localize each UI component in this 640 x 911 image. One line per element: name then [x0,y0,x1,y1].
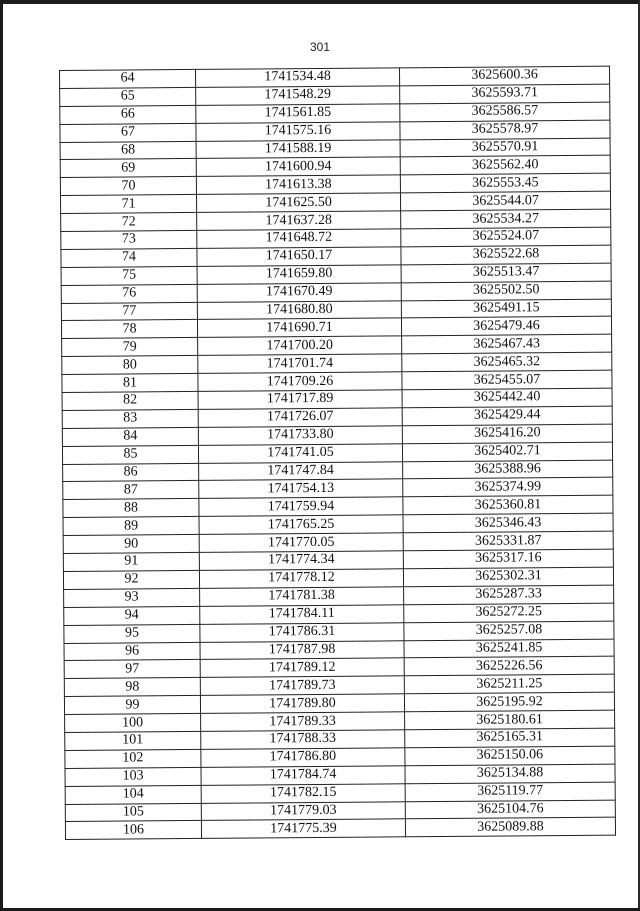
point-number-cell: 89 [63,517,199,536]
page-number: 301 [309,40,331,54]
point-number-cell: 100 [65,713,201,732]
coordinates-table-body [60,66,616,840]
x-coordinate-cell: 1741759.94 [199,497,403,516]
point-number-cell: 97 [64,660,200,679]
point-number-cell: 86 [63,463,199,482]
x-coordinate-cell: 1741788.33 [201,730,405,749]
y-coordinate-cell: 3625119.77 [405,782,615,802]
y-coordinate-cell: 3625578.97 [400,120,610,140]
x-coordinate-cell: 1741548.29 [196,86,400,105]
point-number-cell: 68 [60,141,196,160]
point-number-cell: 103 [65,767,201,786]
y-coordinate-cell: 3625388.96 [403,460,613,480]
y-coordinate-cell: 3625195.92 [404,692,614,712]
x-coordinate-cell: 1741770.05 [199,533,403,552]
x-coordinate-cell: 1741588.19 [196,139,400,158]
point-number-cell: 96 [64,642,200,661]
y-coordinate-cell: 3625442.40 [402,388,612,408]
y-coordinate-cell: 3625331.87 [403,531,613,551]
y-coordinate-cell: 3625455.07 [402,370,612,390]
x-coordinate-cell: 1741741.05 [198,444,402,463]
point-number-cell: 93 [64,588,200,607]
point-number-cell: 74 [61,248,197,267]
y-coordinate-cell: 3625600.36 [399,66,609,86]
x-coordinate-cell: 1741789.33 [201,712,405,731]
y-coordinate-cell: 3625089.88 [405,818,615,838]
point-number-cell: 84 [62,427,198,446]
y-coordinate-cell: 3625502.50 [401,281,611,301]
point-number-cell: 75 [61,266,197,285]
scan-edge-top [0,0,640,4]
x-coordinate-cell: 1741726.07 [198,408,402,427]
y-coordinate-cell: 3625467.43 [402,335,612,355]
x-coordinate-cell: 1741786.80 [201,748,405,767]
y-coordinate-cell: 3625465.32 [402,352,612,372]
y-coordinate-cell: 3625287.33 [404,585,614,605]
point-number-cell: 80 [62,356,198,375]
coordinates-table [59,66,616,841]
point-number-cell: 76 [61,284,197,303]
y-coordinate-cell: 3625491.15 [401,299,611,319]
y-coordinate-cell: 3625104.76 [405,800,615,820]
x-coordinate-cell: 1741613.38 [196,175,400,194]
y-coordinate-cell: 3625257.08 [404,621,614,641]
x-coordinate-cell: 1741600.94 [196,157,400,176]
x-coordinate-cell: 1741680.80 [197,300,401,319]
x-coordinate-cell: 1741561.85 [196,104,400,123]
y-coordinate-cell: 3625211.25 [404,674,614,694]
x-coordinate-cell: 1741717.89 [198,390,402,409]
point-number-cell: 98 [64,678,200,697]
point-number-cell: 70 [60,177,196,196]
x-coordinate-cell: 1741747.84 [199,461,403,480]
y-coordinate-cell: 3625522.68 [401,245,611,265]
point-number-cell: 95 [64,624,200,643]
y-coordinate-cell: 3625134.88 [405,764,615,784]
point-number-cell: 79 [62,338,198,357]
x-coordinate-cell: 1741650.17 [197,247,401,266]
point-number-cell: 69 [60,159,196,178]
point-number-cell: 73 [61,230,197,249]
y-coordinate-cell: 3625402.71 [402,442,612,462]
scan-edge-left [0,0,3,911]
x-coordinate-cell: 1741784.74 [201,766,405,785]
point-number-cell: 83 [62,409,198,428]
point-number-cell: 104 [65,785,201,804]
y-coordinate-cell: 3625534.27 [401,209,611,229]
point-number-cell: 66 [60,105,196,124]
table-row [65,818,615,840]
y-coordinate-cell: 3625374.99 [403,478,613,498]
x-coordinate-cell: 1741690.71 [197,318,401,337]
point-number-cell: 99 [64,696,200,715]
x-coordinate-cell: 1741754.13 [199,479,403,498]
x-coordinate-cell: 1741782.15 [201,783,405,802]
x-coordinate-cell: 1741778.12 [199,569,403,588]
y-coordinate-cell: 3625226.56 [404,657,614,677]
x-coordinate-cell: 1741789.80 [200,694,404,713]
point-number-cell: 81 [62,374,198,393]
x-coordinate-cell: 1741709.26 [198,372,402,391]
point-number-cell: 71 [60,195,196,214]
y-coordinate-cell: 3625586.57 [400,102,610,122]
point-number-cell: 87 [63,481,199,500]
x-coordinate-cell: 1741765.25 [199,515,403,534]
y-coordinate-cell: 3625479.46 [401,317,611,337]
x-coordinate-cell: 1741637.28 [197,211,401,230]
point-number-cell: 88 [63,499,199,518]
x-coordinate-cell: 1741701.74 [198,354,402,373]
x-coordinate-cell: 1741733.80 [198,426,402,445]
point-number-cell: 106 [65,821,201,840]
x-coordinate-cell: 1741789.73 [200,676,404,695]
point-number-cell: 77 [61,302,197,321]
point-number-cell: 85 [62,445,198,464]
x-coordinate-cell: 1741781.38 [200,587,404,606]
x-coordinate-cell: 1741700.20 [198,336,402,355]
y-coordinate-cell: 3625150.06 [405,746,615,766]
x-coordinate-cell: 1741786.31 [200,622,404,641]
point-number-cell: 65 [60,87,196,106]
x-coordinate-cell: 1741659.80 [197,265,401,284]
y-coordinate-cell: 3625241.85 [404,639,614,659]
point-number-cell: 90 [63,535,199,554]
point-number-cell: 101 [65,731,201,750]
y-coordinate-cell: 3625272.25 [404,603,614,623]
y-coordinate-cell: 3625593.71 [400,84,610,104]
y-coordinate-cell: 3625513.47 [401,263,611,283]
x-coordinate-cell: 1741648.72 [197,229,401,248]
y-coordinate-cell: 3625544.07 [400,191,610,211]
x-coordinate-cell: 1741787.98 [200,640,404,659]
x-coordinate-cell: 1741784.11 [200,605,404,624]
y-coordinate-cell: 3625524.07 [401,227,611,247]
x-coordinate-cell: 1741789.12 [200,658,404,677]
x-coordinate-cell: 1741575.16 [196,121,400,140]
x-coordinate-cell: 1741625.50 [196,193,400,212]
y-coordinate-cell: 3625302.31 [403,567,613,587]
x-coordinate-cell: 1741775.39 [201,819,405,838]
x-coordinate-cell: 1741774.34 [199,551,403,570]
y-coordinate-cell: 3625360.81 [403,496,613,516]
point-number-cell: 78 [61,320,197,339]
x-coordinate-cell: 1741670.49 [197,283,401,302]
point-number-cell: 102 [65,749,201,768]
y-coordinate-cell: 3625429.44 [402,406,612,426]
point-number-cell: 82 [62,391,198,410]
y-coordinate-cell: 3625562.40 [400,156,610,176]
x-coordinate-cell: 1741534.48 [195,68,399,87]
point-number-cell: 105 [65,803,201,822]
y-coordinate-cell: 3625165.31 [405,728,615,748]
y-coordinate-cell: 3625346.43 [403,513,613,533]
y-coordinate-cell: 3625570.91 [400,138,610,158]
point-number-cell: 67 [60,123,196,142]
point-number-cell: 92 [63,570,199,589]
point-number-cell: 94 [64,606,200,625]
x-coordinate-cell: 1741779.03 [201,801,405,820]
point-number-cell: 72 [61,213,197,232]
y-coordinate-cell: 3625553.45 [400,174,610,194]
y-coordinate-cell: 3625416.20 [402,424,612,444]
point-number-cell: 91 [63,552,199,571]
point-number-cell: 64 [60,69,196,88]
y-coordinate-cell: 3625317.16 [403,549,613,569]
y-coordinate-cell: 3625180.61 [405,710,615,730]
